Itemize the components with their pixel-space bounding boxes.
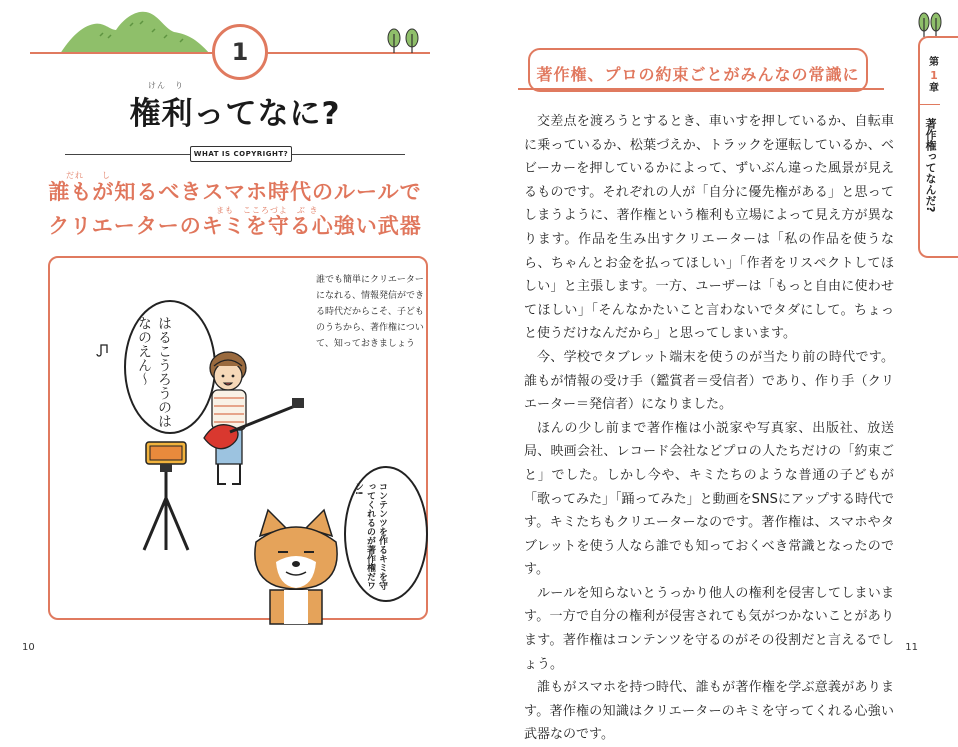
- dog-speech-bubble: [344, 466, 428, 602]
- left-page: [0, 0, 470, 665]
- side-tab-chapter: [924, 56, 944, 95]
- page-number-left: 10: [22, 642, 35, 653]
- title-ruby: けん り: [148, 81, 184, 90]
- smartphone-tripod-icon: [136, 438, 196, 554]
- page-title: 権利ってなに?: [129, 96, 341, 132]
- side-tab-divider: [920, 104, 940, 105]
- music-note-icon: [94, 342, 110, 358]
- trees-icon: [386, 26, 426, 54]
- girl-with-guitar-illustration: [196, 346, 306, 496]
- chapter-number-badge: 1: [212, 24, 268, 80]
- right-page: [470, 0, 940, 743]
- dog-bubble-text: コンテンツを作るキミを守ってくれるのが著作権だワン!: [353, 482, 387, 590]
- side-tab-chapter-suffix: 章: [929, 83, 939, 94]
- paragraph: 交差点を渡ろうとするとき、車いすを押しているか、自転車に乗っているか、松葉づえか、トラックを運転しているか、ベビーカーを押しているかによって、ずいぶん違った風景が見えるものです。それぞれの人が「自分に優先権がある」と思ってしまうように、著作権という権利も立場によって見え方が異なります。作品を生み出すクリエーターは「私の作品を使うなら、ちゃんとお金を払ってほしい」「作者をリスペクトしてほしい」と主張します。一方、ユーザーは「もっと自由に使わせてほしい」「そんなかたいこと言わないでタダにして。ちょっと使うだけなんだから」と思ってしまいます。: [524, 114, 894, 342]
- paragraph: ほんの少し前まで著作権は小説家や写真家、出版社、放送局、映画会社、レコード会社などプロの人たちだけの「約束ごと」でした。しかし今や、キミたちのような普通の子どもが「歌ってみた」「踊ってみた」と動画をSNSにアップする時代です。キミたちもクリエーターなのです。著作権は、スマホやタブレットを使う人なら誰でも知っておくべき常識となったのです。: [524, 420, 894, 578]
- lead-ruby-2: まも こころづよ ぶ き: [216, 206, 319, 215]
- paragraph: 誰もがスマホを持つ時代、誰もが著作権を学ぶ意義があります。著作権の知識はクリエーターのキミを守ってくれる心強い武器なのです。: [524, 680, 894, 743]
- illustration-box: [48, 256, 428, 620]
- lead-ruby-1: だれ し: [66, 171, 111, 180]
- side-tab-chapter-number: 1: [930, 69, 938, 82]
- shiba-dog-illustration: [246, 506, 346, 624]
- side-tab-chapter-prefix: 第: [929, 57, 939, 68]
- section-banner-rule: [518, 88, 884, 90]
- paragraph: 今、学校でタブレット端末を使うのが当たり前の時代です。誰もが情報の受け手（鑑賞者＝受信者）であり、作り手（クリエーター＝発信者）になりました。: [524, 349, 894, 413]
- song-bubble-text: はるこうろうのはなのえん～: [136, 316, 172, 428]
- body-text: [524, 110, 894, 747]
- lead-line-1: 誰もが知るべきスマホ時代のルールで: [48, 180, 422, 204]
- lead-line-2: クリエーターのキミを守る心強い武器: [48, 214, 422, 238]
- section-banner-title: 著作権、プロの約束ごとがみんなの常識に: [536, 65, 860, 84]
- hills-icon: [60, 8, 210, 54]
- subtitle-tag: WHAT IS COPYRIGHT?: [190, 146, 292, 162]
- section-banner: [528, 48, 868, 92]
- page-number-right: 11: [905, 642, 918, 653]
- side-tab-title: 著作権ってなんだ?: [924, 118, 937, 213]
- paragraph: ルールを知らないとうっかり他人の権利を侵害してしまいます。一方で自分の権利が侵害されても気がつかないことがあります。著作権はコンテンツを守るのがその役割だと言えるでしょう。: [524, 585, 894, 672]
- illustration-caption: 誰でも簡単にクリエーターになれる、情報発信ができる時代だからこそ、子どものうちから、著作権について、知っておきましょう: [316, 275, 425, 349]
- trees-icon: [918, 10, 958, 38]
